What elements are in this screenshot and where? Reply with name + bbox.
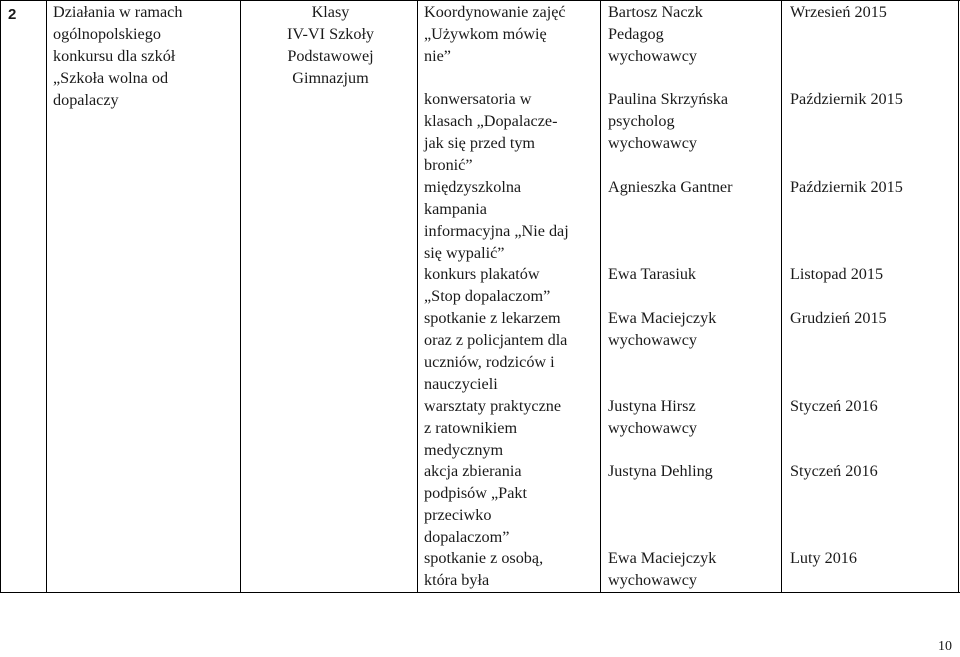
col-border bbox=[46, 0, 47, 593]
form-cell: warsztaty praktyczne z ratownikiem medycznym bbox=[424, 397, 562, 459]
row-number: 2 bbox=[8, 6, 17, 23]
person-cell: Bartosz Naczk Pedagog wychowawcy bbox=[608, 3, 703, 65]
col-border bbox=[417, 0, 418, 593]
form-cell: spotkanie z osobą, która była bbox=[424, 549, 544, 589]
audience-cell: Klasy IV-VI Szkoły Podstawowej Gimnazjum bbox=[286, 3, 375, 87]
task-cell: Działania w ramach ogólnopolskiego konkursu dla szkół „Szkoła wolna od dopalaczy bbox=[53, 3, 183, 109]
person-cell: Justyna Hirsz wychowawcy bbox=[608, 397, 697, 437]
date-cell: Październik 2015 bbox=[790, 90, 903, 108]
table-bottom-border bbox=[0, 592, 960, 593]
person-cell: Justyna Dehling bbox=[608, 462, 713, 480]
date-cell: Styczeń 2016 bbox=[790, 462, 878, 480]
col-border bbox=[958, 0, 959, 593]
person-cell: Paulina Skrzyńska psycholog wychowawcy bbox=[608, 90, 729, 152]
col-border bbox=[600, 0, 601, 593]
page-number: 10 bbox=[938, 639, 952, 654]
form-cell: konwersatoria w klasach „Dopalacze- jak się przed tym bronić” bbox=[424, 90, 558, 174]
form-cell: akcja zbierania podpisów „Pakt przeciwko dopalaczom” bbox=[424, 462, 527, 546]
person-cell: Agnieszka Gantner bbox=[608, 178, 733, 196]
date-cell: Luty 2016 bbox=[790, 549, 857, 567]
col-border bbox=[781, 0, 782, 593]
col-border bbox=[240, 0, 241, 593]
date-cell: Wrzesień 2015 bbox=[790, 3, 887, 21]
col-border bbox=[0, 0, 1, 593]
form-cell: Koordynowanie zajęć „Używkom mówię nie” bbox=[424, 3, 566, 65]
date-cell: Październik 2015 bbox=[790, 178, 903, 196]
table-top-border bbox=[0, 0, 960, 1]
person-cell: Ewa Maciejczyk wychowawcy bbox=[608, 549, 717, 589]
date-cell: Grudzień 2015 bbox=[790, 309, 887, 327]
form-cell: międzyszkolna kampania informacyjna „Nie daj się wypalić” bbox=[424, 178, 569, 262]
form-cell: konkurs plakatów „Stop dopalaczom” bbox=[424, 265, 551, 305]
date-cell: Listopad 2015 bbox=[790, 265, 884, 283]
date-cell: Styczeń 2016 bbox=[790, 397, 878, 415]
person-cell: Ewa Tarasiuk bbox=[608, 265, 697, 283]
form-cell: spotkanie z lekarzem oraz z policjantem dla uczniów, rodziców i nauczycieli bbox=[424, 309, 568, 393]
person-cell: Ewa Maciejczyk wychowawcy bbox=[608, 309, 717, 349]
